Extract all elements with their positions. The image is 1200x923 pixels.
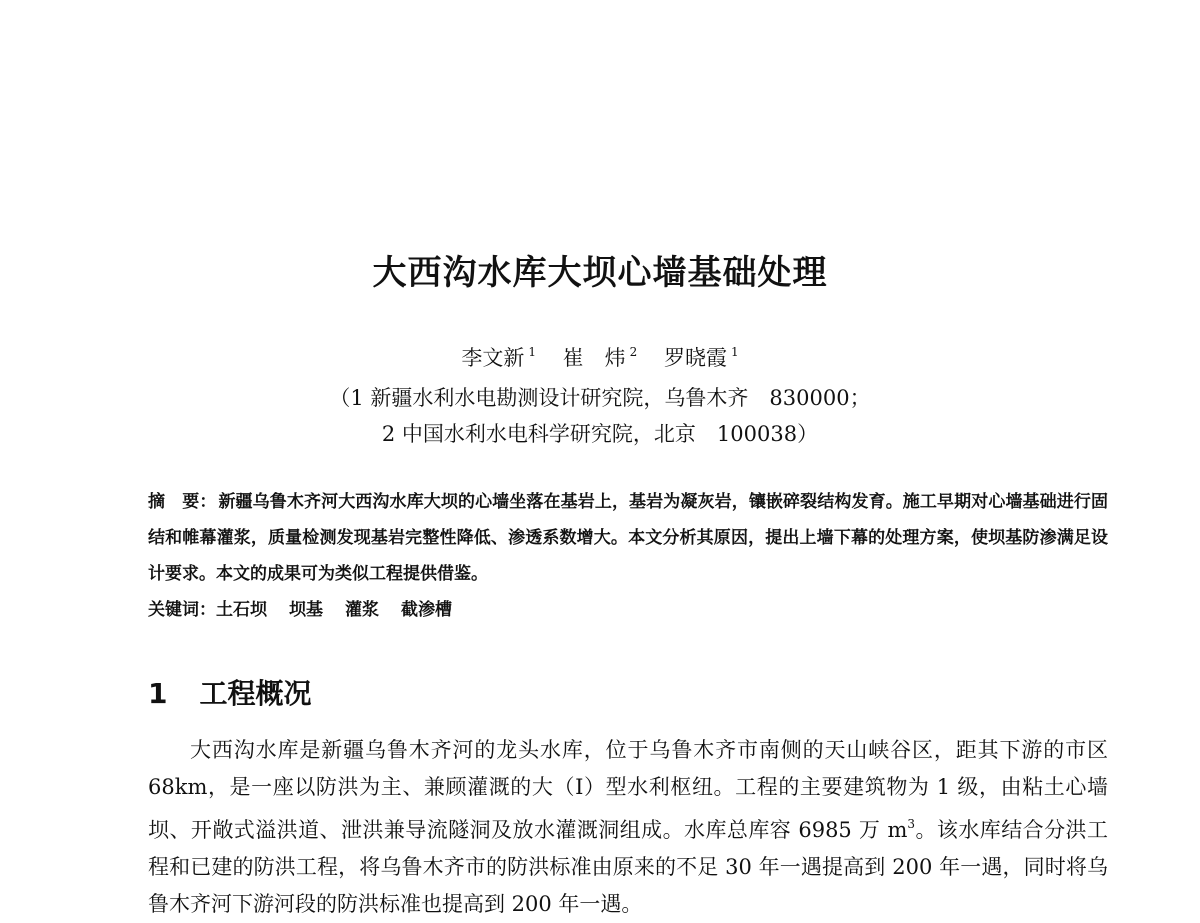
keyword: 截渗槽: [401, 600, 452, 620]
author-name: 崔 炜: [562, 346, 626, 370]
abstract-text: 新疆乌鲁木齐河大西沟水库大坝的心墙坐落在基岩上，基岩为凝灰岩，镶嵌碎裂结构发育。施工早期对心墙基础进行固结和帷幕灌浆，质量检测发现基岩完整性降低、渗透系数增大。本文分析其原因，提出上墙下幕的处理方案，使坝基防渗满足设计要求。本文的成果可为类似工程提供借鉴。: [148, 492, 1108, 584]
affiliation-1: （1 新疆水利水电勘测设计研究院，乌鲁木齐 830000；: [329, 386, 871, 410]
keywords-label: 关键词：: [148, 600, 216, 620]
author-3: [664, 346, 739, 370]
affiliation-mark: 1: [528, 345, 536, 359]
section-number: 1: [148, 677, 168, 710]
abstract-label: 摘 要：: [148, 492, 217, 512]
body-paragraph: [148, 732, 1108, 923]
author-name: 李文新: [461, 346, 525, 370]
superscript: 3: [907, 817, 916, 831]
abstract: [148, 484, 1108, 592]
keyword: 灌浆: [345, 600, 379, 620]
body-text-part: 。该水库结合分洪工程和已建的防洪工程，将乌鲁木齐市的防洪标准由原来的不足 30 年一遇提高到 200 年一遇，同时将乌鲁木齐河下游河段的防洪标准也提高到 200 年一遇。: [148, 818, 1109, 916]
section-heading: [148, 672, 312, 712]
keywords: [148, 592, 1108, 628]
author-1: [461, 346, 536, 370]
section-title: 工程概况: [199, 677, 312, 710]
affiliation-mark: 1: [731, 345, 739, 359]
keyword: 坝基: [289, 600, 323, 620]
author-list: [0, 342, 1200, 372]
affiliation-2: 2 中国水利水电科学研究院，北京 100038）: [381, 422, 819, 446]
affiliation-mark: 2: [629, 345, 638, 359]
keyword: 土石坝: [216, 600, 267, 620]
author-2: [563, 346, 638, 370]
paper-title: 大西沟水库大坝心墙基础处理: [372, 253, 828, 293]
author-name: 罗晓霞: [664, 346, 727, 370]
body-text-part: 大西沟水库是新疆乌鲁木齐河的龙头水库，位于乌鲁木齐市南侧的天山峡谷区，距其下游的市区 68km，是一座以防洪为主、兼顾灌溉的大（Ⅰ）型水利枢纽。工程的主要建筑物为 1 级，由粘土心墙坝、开敞式溢洪道、泄洪兼导流隧洞及放水灌溉洞组成。水库总库容 6985 万 m: [148, 738, 1108, 842]
